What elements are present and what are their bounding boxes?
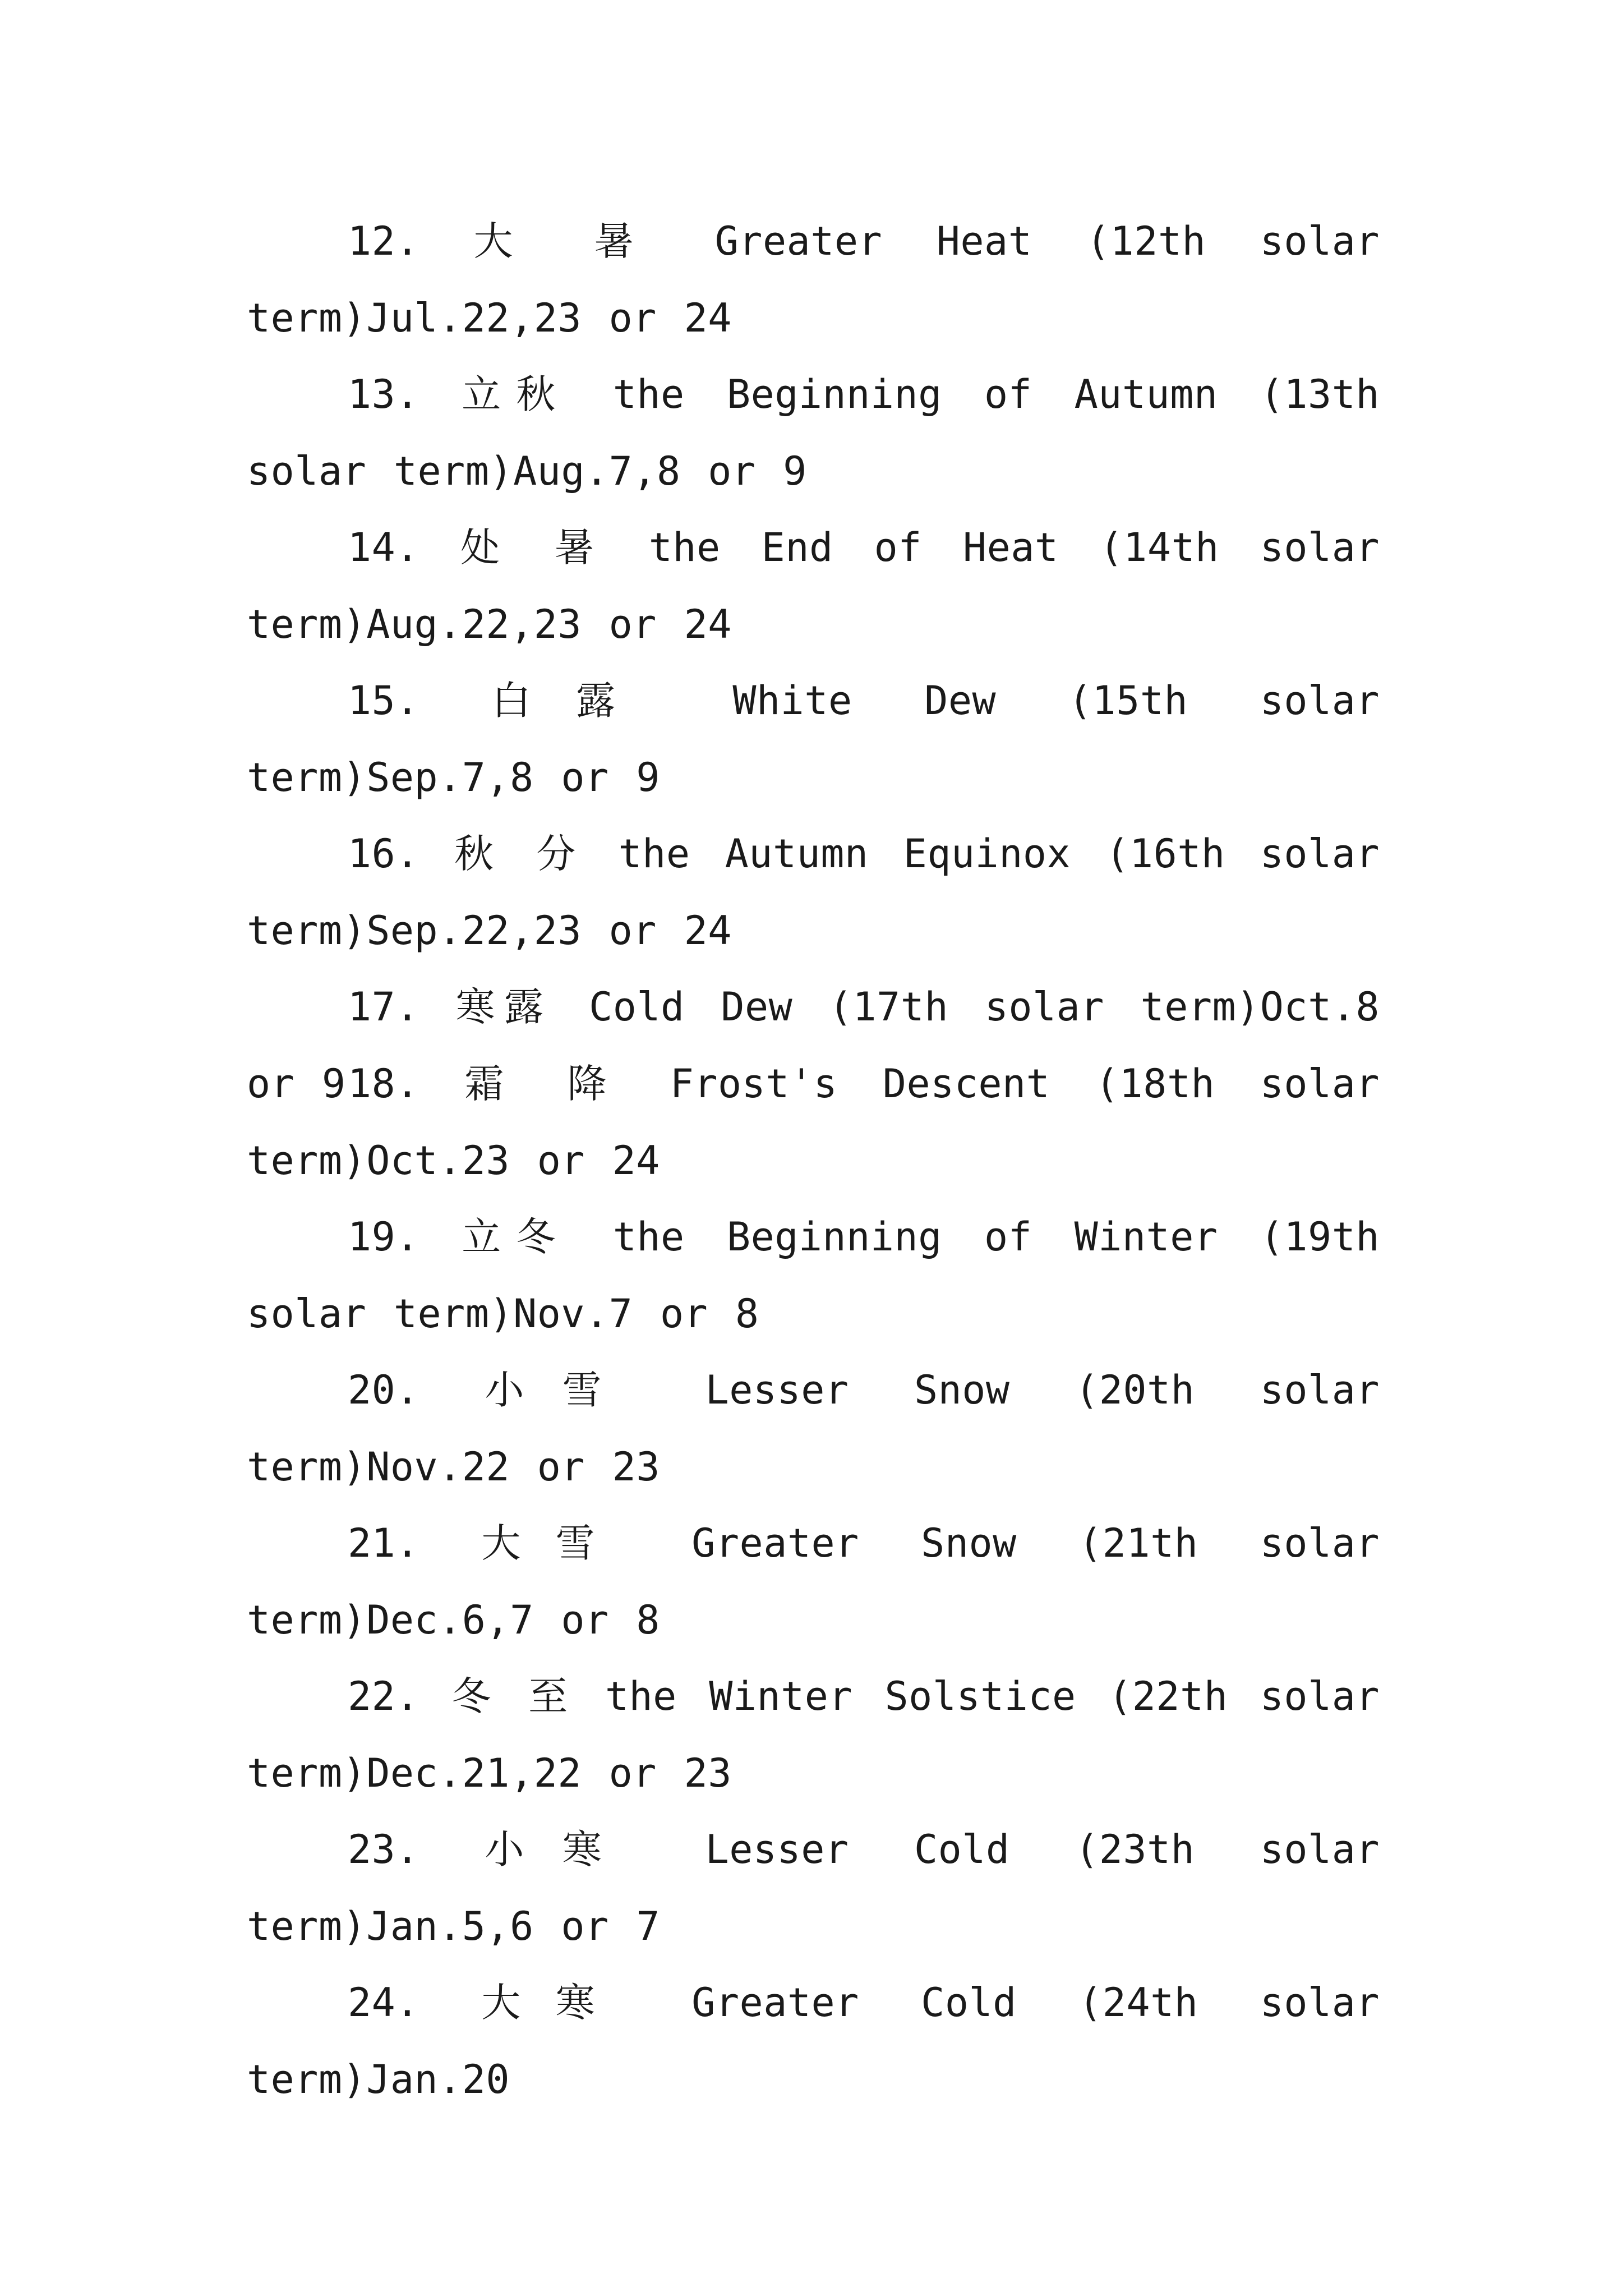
solar-term-24: 24. 大寒 Greater Cold (24th solar term)Jan.20 — [247, 1980, 1380, 2102]
solar-term-17: 17. 寒露 Cold Dew (17th solar term)Oct.8 or 9 — [247, 984, 1380, 1107]
solar-term-13: 13. 立秋 the Beginning of Autumn (13th solar term)Aug.7,8 or 9 — [247, 371, 1380, 494]
solar-term-21: 21. 大雪 Greater Snow (21th solar term)Dec.6,7 or 8 — [247, 1520, 1380, 1643]
solar-term-19: 19. 立冬 the Beginning of Winter (19th solar term)Nov.7 or 8 — [247, 1214, 1380, 1337]
solar-term-15: 15. 白露 White Dew (15th solar term)Sep.7,8 or 9 — [247, 678, 1380, 800]
solar-term-20: 20. 小雪 Lesser Snow (20th solar term)Nov.22 or 23 — [247, 1367, 1380, 1490]
solar-term-12: 12. 大 暑 Greater Heat (12th solar term)Jul.22,23 or 24 — [247, 218, 1380, 341]
solar-term-18: 18. 霜 降 Frost's Descent (18th solar term)Oct.23 or 24 — [247, 1061, 1380, 1184]
solar-term-22: 22. 冬 至 the Winter Solstice (22th solar term)Dec.21,22 or 23 — [247, 1673, 1380, 1796]
solar-term-23: 23. 小寒 Lesser Cold (23th solar term)Jan.5,6 or 7 — [247, 1826, 1380, 1949]
solar-term-14: 14. 处 暑 the End of Heat (14th solar term)Aug.22,23 or 24 — [247, 524, 1380, 647]
solar-term-16: 16. 秋 分 the Autumn Equinox (16th solar term)Sep.22,23 or 24 — [247, 831, 1380, 954]
